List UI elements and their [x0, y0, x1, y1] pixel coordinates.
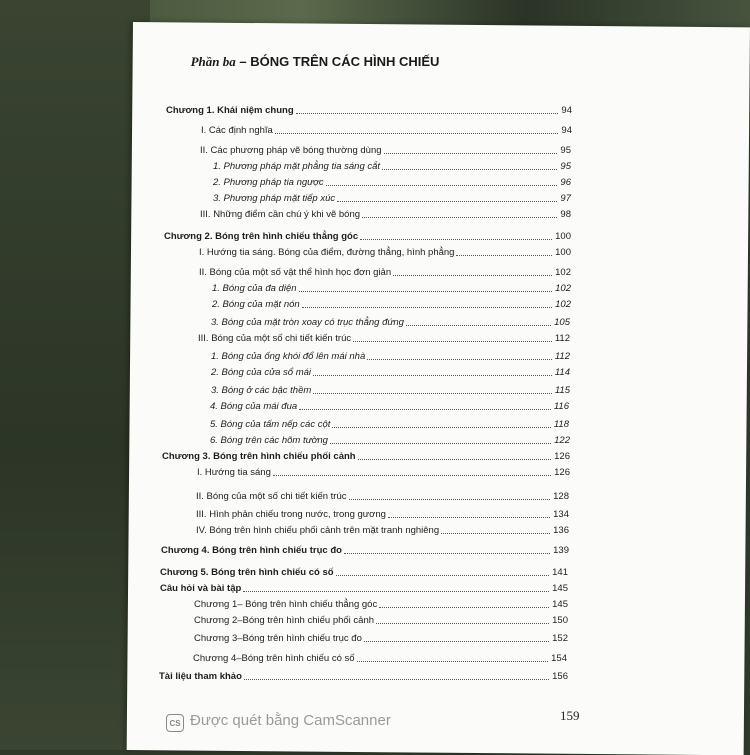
- toc-entry: [161, 544, 569, 557]
- toc-entry: [210, 400, 569, 413]
- dot-leader: [353, 341, 552, 342]
- toc-entry-page: 98: [560, 209, 571, 220]
- toc-entry: [194, 632, 568, 645]
- toc-entry-label: Chương 3. Bóng trên hình chiếu phối cảnh: [162, 451, 356, 462]
- toc-entry-page: 126: [554, 451, 570, 462]
- toc-entry-page: 102: [555, 267, 571, 278]
- dot-leader: [337, 201, 557, 202]
- toc-entry-page: 96: [560, 177, 571, 188]
- dot-leader: [299, 409, 551, 410]
- toc-entry-page: 112: [554, 351, 570, 362]
- toc-entry-page: 118: [553, 419, 569, 430]
- dot-leader: [367, 359, 552, 360]
- toc-entry: [213, 160, 571, 173]
- dot-leader: [273, 475, 551, 476]
- toc-entry-label: III. Những điểm cần chú ý khi vẽ bóng: [200, 209, 361, 220]
- dot-leader: [441, 533, 550, 534]
- toc-entry-page: 114: [554, 367, 570, 378]
- toc-entry-page: 145: [552, 583, 568, 594]
- dot-leader: [362, 217, 557, 218]
- toc-entry-label: Chương 2. Bóng trên hình chiếu thẳng góc: [164, 231, 359, 242]
- toc-entry: [210, 434, 570, 447]
- toc-entry-label: Câu hỏi và bài tập: [160, 583, 242, 594]
- dot-leader: [330, 443, 551, 444]
- page-number: 159: [560, 708, 580, 723]
- toc-entry-label: 4. Bóng của mái đua: [210, 401, 298, 412]
- toc-entry-label: 1. Bóng của đa diện: [212, 283, 297, 294]
- dot-leader: [302, 307, 552, 308]
- dot-leader: [388, 517, 550, 518]
- toc-entry: [211, 350, 570, 363]
- toc-entry: [166, 104, 572, 117]
- toc-entry: [198, 332, 570, 345]
- toc-entry-label: 3. Bóng của mặt tròn xoay có trục thẳng đứng: [211, 317, 404, 328]
- toc-entry-label: I. Hướng tia sáng. Bóng của điểm, đường thẳng, hình phẳng: [199, 247, 455, 258]
- toc-entry-label: 5. Bóng của tấm nếp các cột: [210, 419, 331, 430]
- toc-entry-page: 156: [552, 671, 568, 682]
- toc-entry-page: 150: [552, 615, 568, 626]
- toc-entry-page: 139: [553, 545, 569, 556]
- toc-entry-page: 152: [552, 633, 568, 644]
- dot-leader: [275, 133, 559, 134]
- toc-entry-page: 134: [553, 509, 569, 520]
- toc-entry: [213, 176, 571, 189]
- toc-entry: [194, 614, 568, 627]
- dot-leader: [332, 427, 550, 428]
- toc-entry-label: I. Hướng tia sáng: [197, 467, 271, 478]
- toc-entry-page: 141: [552, 567, 568, 578]
- toc-entry-label: I. Các định nghĩa: [201, 125, 273, 136]
- toc-entry: [196, 508, 569, 521]
- toc-entry-label: Chương 5. Bóng trên hình chiếu có số: [160, 567, 334, 578]
- toc-entry-page: 154: [551, 653, 567, 664]
- toc-entry-label: 1. Phương pháp mặt phẳng tia sáng cắt: [213, 161, 381, 172]
- toc-entry-label: Chương 2–Bóng trên hình chiếu phối cảnh: [194, 615, 375, 626]
- toc-entry: [194, 598, 568, 611]
- part-prefix: Phần ba: [190, 54, 236, 69]
- toc-entry-page: 97: [560, 193, 571, 204]
- toc-entry: [196, 490, 569, 503]
- toc-entry-label: Chương 1. Khái niệm chung: [166, 105, 294, 116]
- toc-entry: [213, 192, 571, 205]
- toc-entry: [211, 316, 570, 329]
- toc-entry-page: 136: [553, 525, 569, 536]
- toc-entry-label: III. Bóng của một số chi tiết kiến trúc: [198, 333, 352, 344]
- toc-entry-label: 2. Bóng của cửa sổ mái: [211, 367, 312, 378]
- toc-entry-label: Chương 1– Bóng trên hình chiếu thẳng góc: [194, 599, 378, 610]
- toc-entry-label: 6. Bóng trên các hõm tường: [210, 435, 328, 446]
- toc-entry: [201, 124, 572, 137]
- toc-entry: [197, 466, 570, 479]
- dot-leader: [357, 661, 549, 662]
- toc-entry-page: 105: [554, 317, 570, 328]
- dot-leader: [358, 459, 552, 460]
- toc-entry-label: 2. Phương pháp tia ngược: [213, 177, 324, 188]
- dot-leader: [336, 575, 550, 576]
- toc-entry: [193, 652, 567, 665]
- toc-entry-page: 126: [554, 467, 570, 478]
- toc-entry-page: 94: [561, 125, 572, 136]
- toc-entry-page: 115: [554, 385, 570, 396]
- toc-entry-page: 95: [560, 145, 571, 156]
- toc-entry-page: 94: [561, 105, 572, 116]
- dot-leader: [376, 623, 549, 624]
- toc-entry-page: 102: [555, 283, 571, 294]
- dot-leader: [406, 325, 551, 326]
- toc-entry-page: 116: [553, 401, 569, 412]
- dot-leader: [313, 393, 552, 394]
- dot-leader: [344, 553, 550, 554]
- camscanner-logo-icon: CS: [166, 714, 184, 732]
- toc-entry-label: 3. Phương pháp mặt tiếp xúc: [213, 193, 336, 204]
- toc-entry-label: II. Các phương pháp vẽ bóng thường dùng: [200, 145, 382, 156]
- toc-entry: [162, 450, 570, 463]
- toc-entry: [164, 230, 571, 243]
- toc-entry: [160, 566, 568, 579]
- toc-entry-label: Chương 3–Bóng trên hình chiếu trục đo: [194, 633, 362, 644]
- toc-entry: [196, 524, 569, 537]
- dot-leader: [360, 239, 552, 240]
- toc-entry: [200, 208, 571, 221]
- toc-entry: [159, 670, 568, 683]
- dot-leader: [393, 275, 552, 276]
- toc-entry-label: 3. Bóng ở các bậc thềm: [211, 385, 312, 396]
- toc-entry-label: 1. Bóng của ống khói đổ lên mái nhà: [211, 351, 366, 362]
- toc-entry-page: 112: [554, 333, 570, 344]
- toc-entry-label: II. Bóng của một số chi tiết kiến trúc: [196, 491, 347, 502]
- toc-entry-label: Chương 4. Bóng trên hình chiếu trục đo: [161, 545, 342, 556]
- dot-leader: [299, 291, 553, 292]
- toc-entry: [211, 384, 570, 397]
- dot-leader: [349, 499, 551, 500]
- dot-leader: [296, 113, 559, 114]
- dot-leader: [384, 153, 558, 154]
- part-heading: – BÓNG TRÊN CÁC HÌNH CHIẾU: [235, 54, 440, 69]
- toc-entry: [210, 418, 569, 431]
- toc-entry-page: 128: [553, 491, 569, 502]
- toc-entry: [199, 246, 571, 259]
- toc-entry: [199, 266, 571, 279]
- toc-entry-label: III. Hình phản chiếu trong nước, trong gương: [196, 509, 386, 520]
- dot-leader: [364, 641, 549, 642]
- dot-leader: [326, 185, 558, 186]
- dot-leader: [243, 591, 549, 592]
- dot-leader: [244, 679, 549, 680]
- toc-entry: [200, 144, 571, 157]
- dot-leader: [456, 255, 552, 256]
- dot-leader: [382, 169, 557, 170]
- toc-entry-label: 2. Bóng của mặt nón: [212, 299, 300, 310]
- toc-entry-label: II. Bóng của một số vật thể hình học đơn giản: [199, 267, 392, 278]
- dot-leader: [379, 607, 549, 608]
- toc-entry: [212, 282, 571, 295]
- toc-entry-page: 102: [555, 299, 571, 310]
- toc-entry-label: Tài liệu tham khảo: [159, 671, 242, 682]
- toc-entry-page: 122: [554, 435, 570, 446]
- toc-entry-label: Chương 4–Bóng trên hình chiếu có số: [193, 653, 355, 664]
- toc-entry: [212, 298, 571, 311]
- toc-entry-label: IV. Bóng trên hình chiếu phối cảnh trên mặt tranh nghiêng: [196, 525, 440, 536]
- toc-entry-page: 95: [560, 161, 571, 172]
- toc-entry-page: 100: [555, 231, 571, 242]
- toc-entry: [160, 582, 568, 595]
- dot-leader: [313, 375, 552, 376]
- watermark-text: Được quét bằng CamScanner: [190, 712, 391, 729]
- toc-entry-page: 145: [552, 599, 568, 610]
- toc-entry-page: 100: [555, 247, 571, 258]
- toc-entry: [211, 366, 570, 379]
